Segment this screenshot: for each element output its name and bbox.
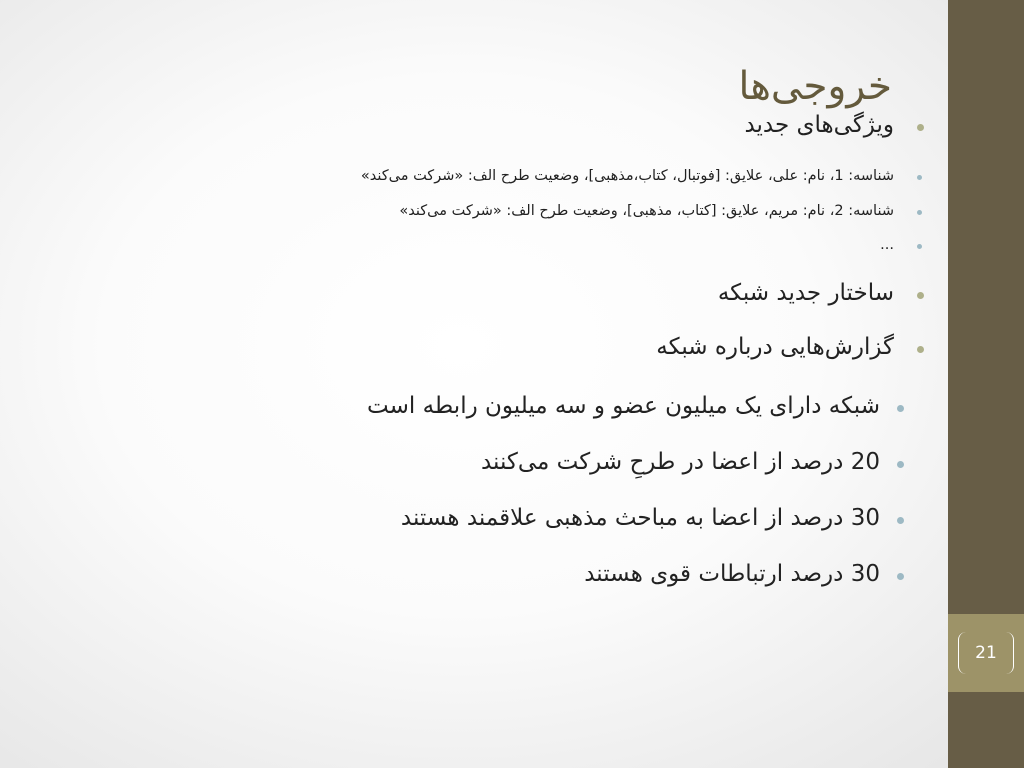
bullet-new-features <box>744 112 924 138</box>
bullet-icon <box>917 210 922 215</box>
feature-row-text: ... <box>880 237 894 253</box>
feature-row-1 <box>361 168 924 184</box>
bullet-icon <box>897 405 904 412</box>
feature-row-text: شناسه: 1، نام: علی، علایق: [فوتبال، کتاب،مذهبی]، وضعیت طرح الف: «شرکت می‌کند» <box>360 168 894 184</box>
bullet-icon <box>917 292 924 299</box>
bullet-icon <box>917 124 924 131</box>
feature-row-text: شناسه: 2، نام: مریم، علایق: [کتاب، مذهبی]، وضعیت طرح الف: «شرکت می‌کند» <box>399 203 894 219</box>
bullet-network-reports <box>656 334 924 360</box>
feature-row-2 <box>399 203 924 219</box>
page-number: 21 <box>958 632 1014 674</box>
bullet-icon <box>917 244 922 249</box>
report-item-1 <box>367 393 904 419</box>
report-item-text: 20 درصد از اعضا در طرحِ شرکت می‌کنند <box>480 449 880 475</box>
report-item-3 <box>401 505 904 531</box>
page-number-box <box>948 614 1024 692</box>
new-network-structure-label: ساختار جدید شبکه <box>717 280 894 306</box>
bullet-icon <box>917 346 924 353</box>
slide-title: خروجی‌ها <box>738 64 892 109</box>
new-features-label: ویژگی‌های جدید <box>744 112 894 138</box>
report-item-4 <box>584 561 904 587</box>
feature-row-ellipsis <box>880 237 924 253</box>
bullet-icon <box>897 461 904 468</box>
bullet-icon <box>897 517 904 524</box>
bullet-icon <box>917 175 922 180</box>
bullet-new-network-structure <box>718 280 924 306</box>
report-item-2 <box>481 449 904 475</box>
report-item-text: 30 درصد از اعضا به مباحث مذهبی علاقمند هستند <box>400 505 880 531</box>
bullet-icon <box>897 573 904 580</box>
report-item-text: 30 درصد ارتباطات قوی هستند <box>584 561 880 587</box>
network-reports-label: گزارش‌هایی درباره شبکه <box>656 334 894 360</box>
report-item-text: شبکه دارای یک میلیون عضو و سه میلیون رابطه است <box>367 393 880 419</box>
